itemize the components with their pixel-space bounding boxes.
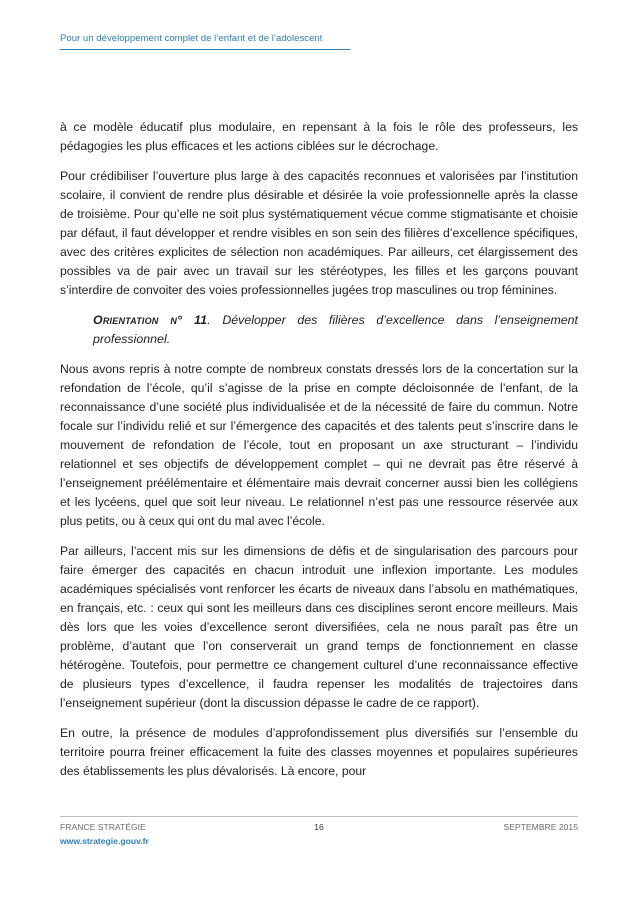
orientation-text: . Développer des filières d’excellence dans l’enseignement professionnel. — [93, 313, 578, 346]
page-header — [60, 33, 350, 50]
orientation-11 — [93, 311, 578, 349]
paragraph-1: à ce modèle éducatif plus modulaire, en repensant à la fois le rôle des professeurs, les pédagogies les plus efficaces et les actions ciblées sur le décrochage. — [60, 120, 578, 153]
orientation-label: Orientation n° 11 — [93, 313, 208, 327]
paragraph-5: En outre, la présence de modules d’approfondissement plus diversifiés sur l’ensemble du territoire pourra freiner efficacement la fuite des classes moyennes et populaires supérieures des établissements les plus dévalorisés. Là encore, pour — [60, 726, 578, 778]
footer-url-link[interactable]: www.strategie.gouv.fr — [60, 836, 149, 846]
header-rule — [60, 49, 350, 50]
footer-date: SEPTEMBRE 2015 — [503, 822, 578, 832]
page-footer — [60, 816, 578, 846]
paragraph-2: Pour crédibiliser l’ouverture plus large à des capacités reconnues et valorisées par l’institution scolaire, il convient de rendre plus désirable et désirée la voie professionnelle après la classe de troisième. Pour qu’elle ne soit plus systématiquement vécue comme stigmatisante et choisie par défaut, il faut développer et rendre visibles en son sein des filières d’excellence spécifiques, avec des critères explicites de sélection non académiques. Par ailleurs, cet élargissement des possibles va de pair avec un travail sur les stéréotypes, les filles et les garçons pouvant s’interdire de convoiter des voies professionnelles jugées trop masculines ou trop féminines. — [60, 169, 578, 297]
footer-row — [60, 822, 578, 836]
body-text — [60, 118, 578, 792]
paragraph-4: Par ailleurs, l’accent mis sur les dimensions de défis et de singularisation des parcours pour faire émerger des capacités en chacun introduit une inflexion importante. Les modules académiques spécialisés vont renforcer les écarts de niveaux dans l’absolu en mathématiques, en français, etc. : ceux qui sont les meilleurs dans ces disciplines seront encore meilleurs. Mais dès lors que les voies d’excellence seront diversifiées, cela ne nous paraît pas être un problème, d’autant que l’on conserverait un grand temps de fonctionnement en classe hétérogène. Toutefois, pour permettre ce changement culturel d’une reconnaissance effective de plusieurs types d’excellence, il faudra repenser les modalités de trajectoires dans l’enseignement supérieur (dont la discussion dépasse le cadre de ce rapport). — [60, 544, 578, 710]
footer-org: FRANCE STRATÉGIE — [60, 822, 146, 832]
paragraph-3: Nous avons repris à notre compte de nombreux constats dressés lors de la concertation sur la refondation de l’école, qu’il s’agisse de la prise en compte décloisonnée de l’enfant, de la reconnaissance d’une société plus individualisée et de la nécessité de faire du commun. Notre focale sur l’individu relié et sur l’émergence des capacités et des talents peut s’inscrire dans le mouvement de refondation de l’école, tout en proposant un axe structurant – l’individu relationnel et ses objectifs de développement complet – qui ne devrait pas être réservé à l’enseignement préélémentaire et élémentaire mais devrait concerner aussi bien les collégiens et les lycéens, quel que soit leur niveau. Le relationnel n’est pas une ressource réservée aux plus petits, ou à ceux qui ont du mal avec l’école. — [60, 362, 578, 528]
running-title: Pour un développement complet de l’enfant et de l’adolescent — [60, 33, 323, 44]
page-number: 16 — [314, 822, 324, 832]
footer-rule — [60, 816, 578, 817]
